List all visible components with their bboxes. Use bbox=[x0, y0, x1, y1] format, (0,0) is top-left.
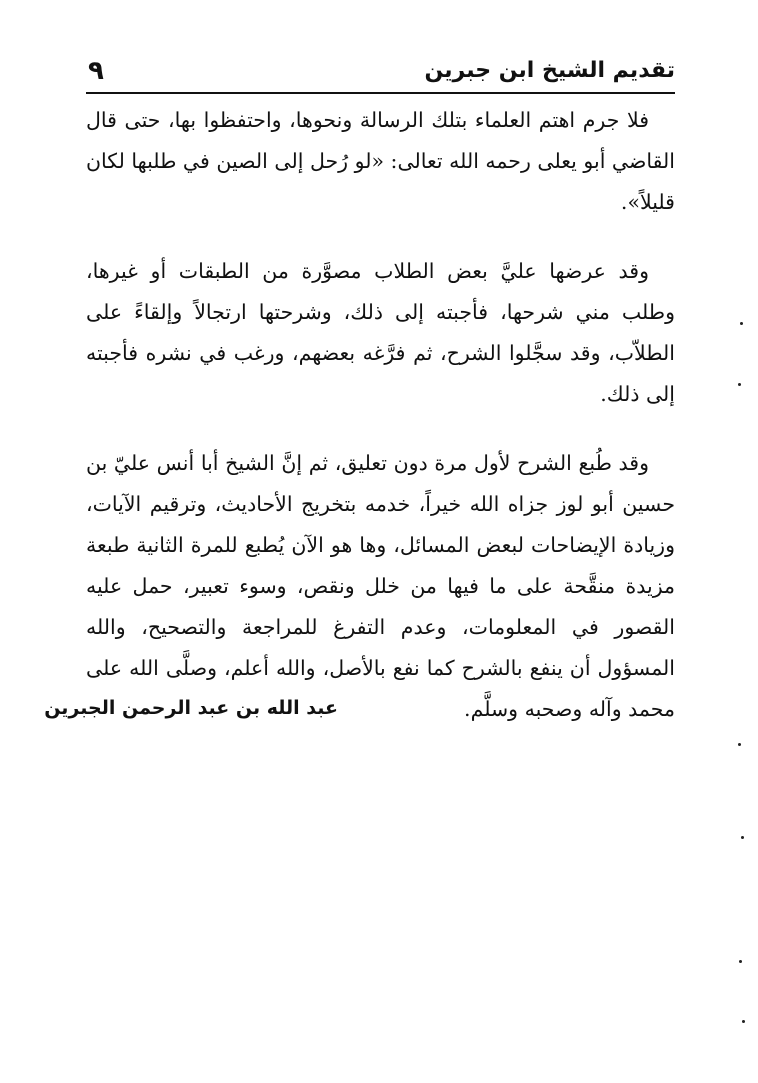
scan-speck bbox=[742, 1020, 745, 1023]
header-divider bbox=[86, 92, 675, 94]
author-signature: عبد الله بن عبد الرحمن الجبرين bbox=[44, 697, 338, 719]
paragraph-2: وقد عرضها عليَّ بعض الطلاب مصوَّرة من الطبقات أو غيرها، وطلب مني شرحها، فأجبته إلى ذلك، وشرحتها ارتجالاً وإلقاءً على الطلاّب، وقد سجَّلوا الشرح، ثم فرَّغه بعضهم، ورغب في نشره فأجبته إلى ذلك. bbox=[86, 259, 675, 406]
scan-speck bbox=[739, 960, 742, 963]
scan-speck bbox=[741, 836, 744, 839]
running-head-title: تقديم الشيخ ابن جبرين bbox=[424, 58, 675, 83]
scan-speck bbox=[738, 383, 741, 386]
body-text bbox=[44, 100, 675, 758]
scan-speck bbox=[740, 322, 743, 325]
page-number: ٩ bbox=[88, 56, 104, 86]
paragraph-3: وقد طُبع الشرح لأول مرة دون تعليق، ثم إنَّ الشيخ أبا أنس عليّ بن حسين أبو لوز جزاه الله خيراً، خدمه بتخريج الأحاديث، وترقيم الآيات، وزيادة الإيضاحات لبعض المسائل، وها هو الآن يُطبع للمرة الثانية طبعة مزيدة منقَّحة على ما فيها من خلل ونقص، وسوء تعبير، حمل عليه القصور في المعلومات، وعدم التفرغ للمراجعة والتصحيح، والله المسؤول أن ينفع بالشرح كما نفع بالأصل، والله أعلم، وصلَّى الله على محمد وآله وصحبه وسلَّم. bbox=[86, 451, 675, 721]
paragraph-1: فلا جرم اهتم العلماء بتلك الرسالة ونحوها، واحتفظوا بها، حتى قال القاضي أبو يعلى رحمه الله تعالى: «لو رُحل إلى الصين في طلبها لكان قليلاً». bbox=[86, 108, 675, 214]
page-header bbox=[86, 56, 675, 92]
scan-speck bbox=[738, 743, 741, 746]
